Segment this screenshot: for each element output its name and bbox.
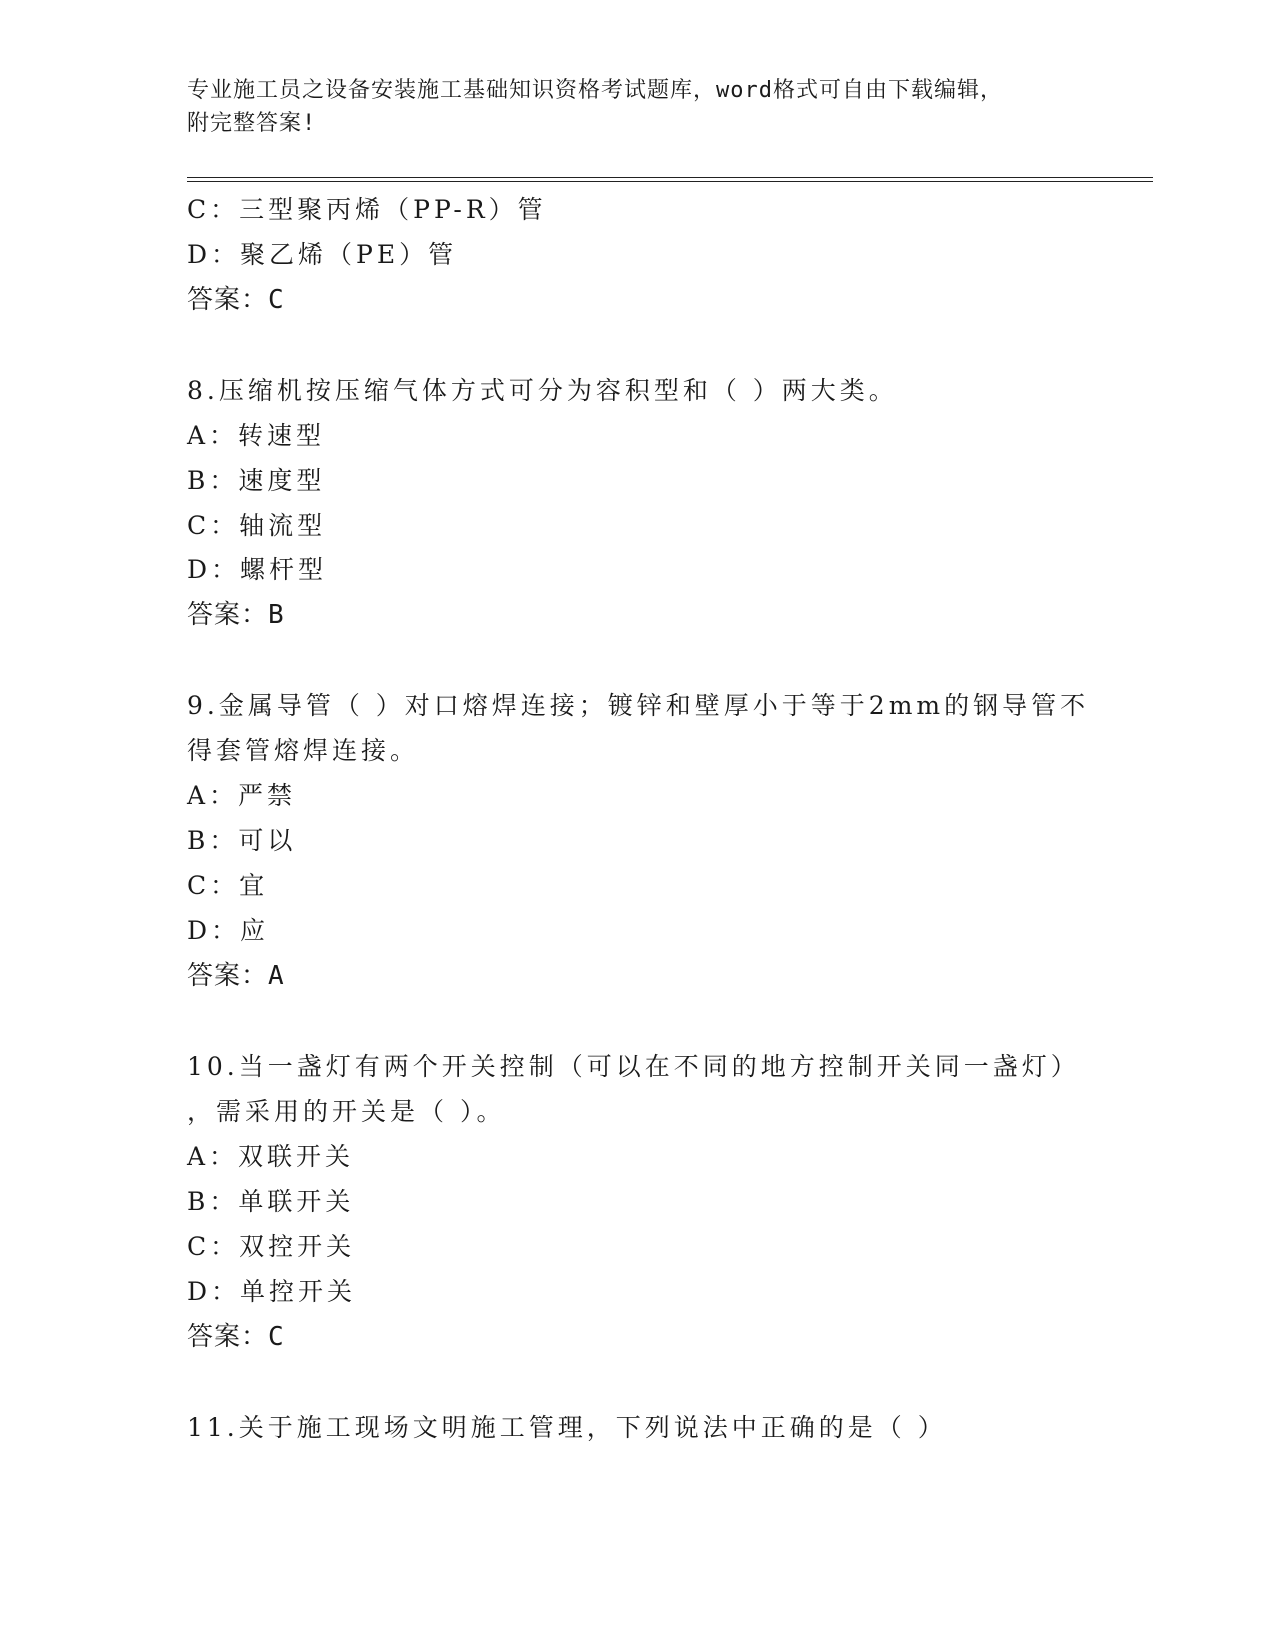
q9-stem-line-1: 9.金属导管（ ）对口熔焊连接；镀锌和壁厚小于等于2mm的钢导管不 [187,691,1090,720]
q10-option-a: A：双联开关 [187,1142,355,1171]
q9-option-a: A：严禁 [187,781,297,810]
header-line-2: 附完整答案! [187,111,317,136]
q8-option-d: D：螺杆型 [187,555,328,584]
q7-option-d: D：聚乙烯（PE）管 [187,240,458,269]
document-header [187,74,1067,140]
q8-stem: 8.压缩机按压缩气体方式可分为容积型和（ ）两大类。 [187,376,898,405]
q9-answer: 答案：A [187,961,285,991]
header-line-1: 专业施工员之设备安装施工基础知识资格考试题库，word格式可自由下载编辑， [187,78,1003,103]
header-divider [187,177,1153,182]
q10-stem-line-2: ，需采用的开关是（ ）。 [187,1097,506,1126]
q10-option-d: D：单控开关 [187,1277,357,1306]
q11-stem: 11.关于施工现场文明施工管理，下列说法中正确的是（ ） [187,1413,947,1442]
q7-option-c: C：三型聚丙烯（PP-R）管 [187,195,547,224]
q10-stem-line-1: 10.当一盏灯有两个开关控制（可以在不同的地方控制开关同一盏灯） [187,1052,1080,1081]
q7-answer: 答案：C [187,285,285,315]
q8-option-c: C：轴流型 [187,511,327,540]
q9-option-d: D：应 [187,916,270,945]
q8-option-b: B：速度型 [187,466,326,495]
q10-option-c: C：双控开关 [187,1232,356,1261]
q9-stem-line-2: 得套管熔焊连接。 [187,736,420,765]
q8-option-a: A：转速型 [187,421,326,450]
q9-option-c: C：宜 [187,871,269,900]
q10-answer: 答案：C [187,1322,285,1352]
q9-option-b: B：可以 [187,826,297,855]
q8-answer: 答案：B [187,600,285,630]
q10-option-b: B：单联开关 [187,1187,355,1216]
